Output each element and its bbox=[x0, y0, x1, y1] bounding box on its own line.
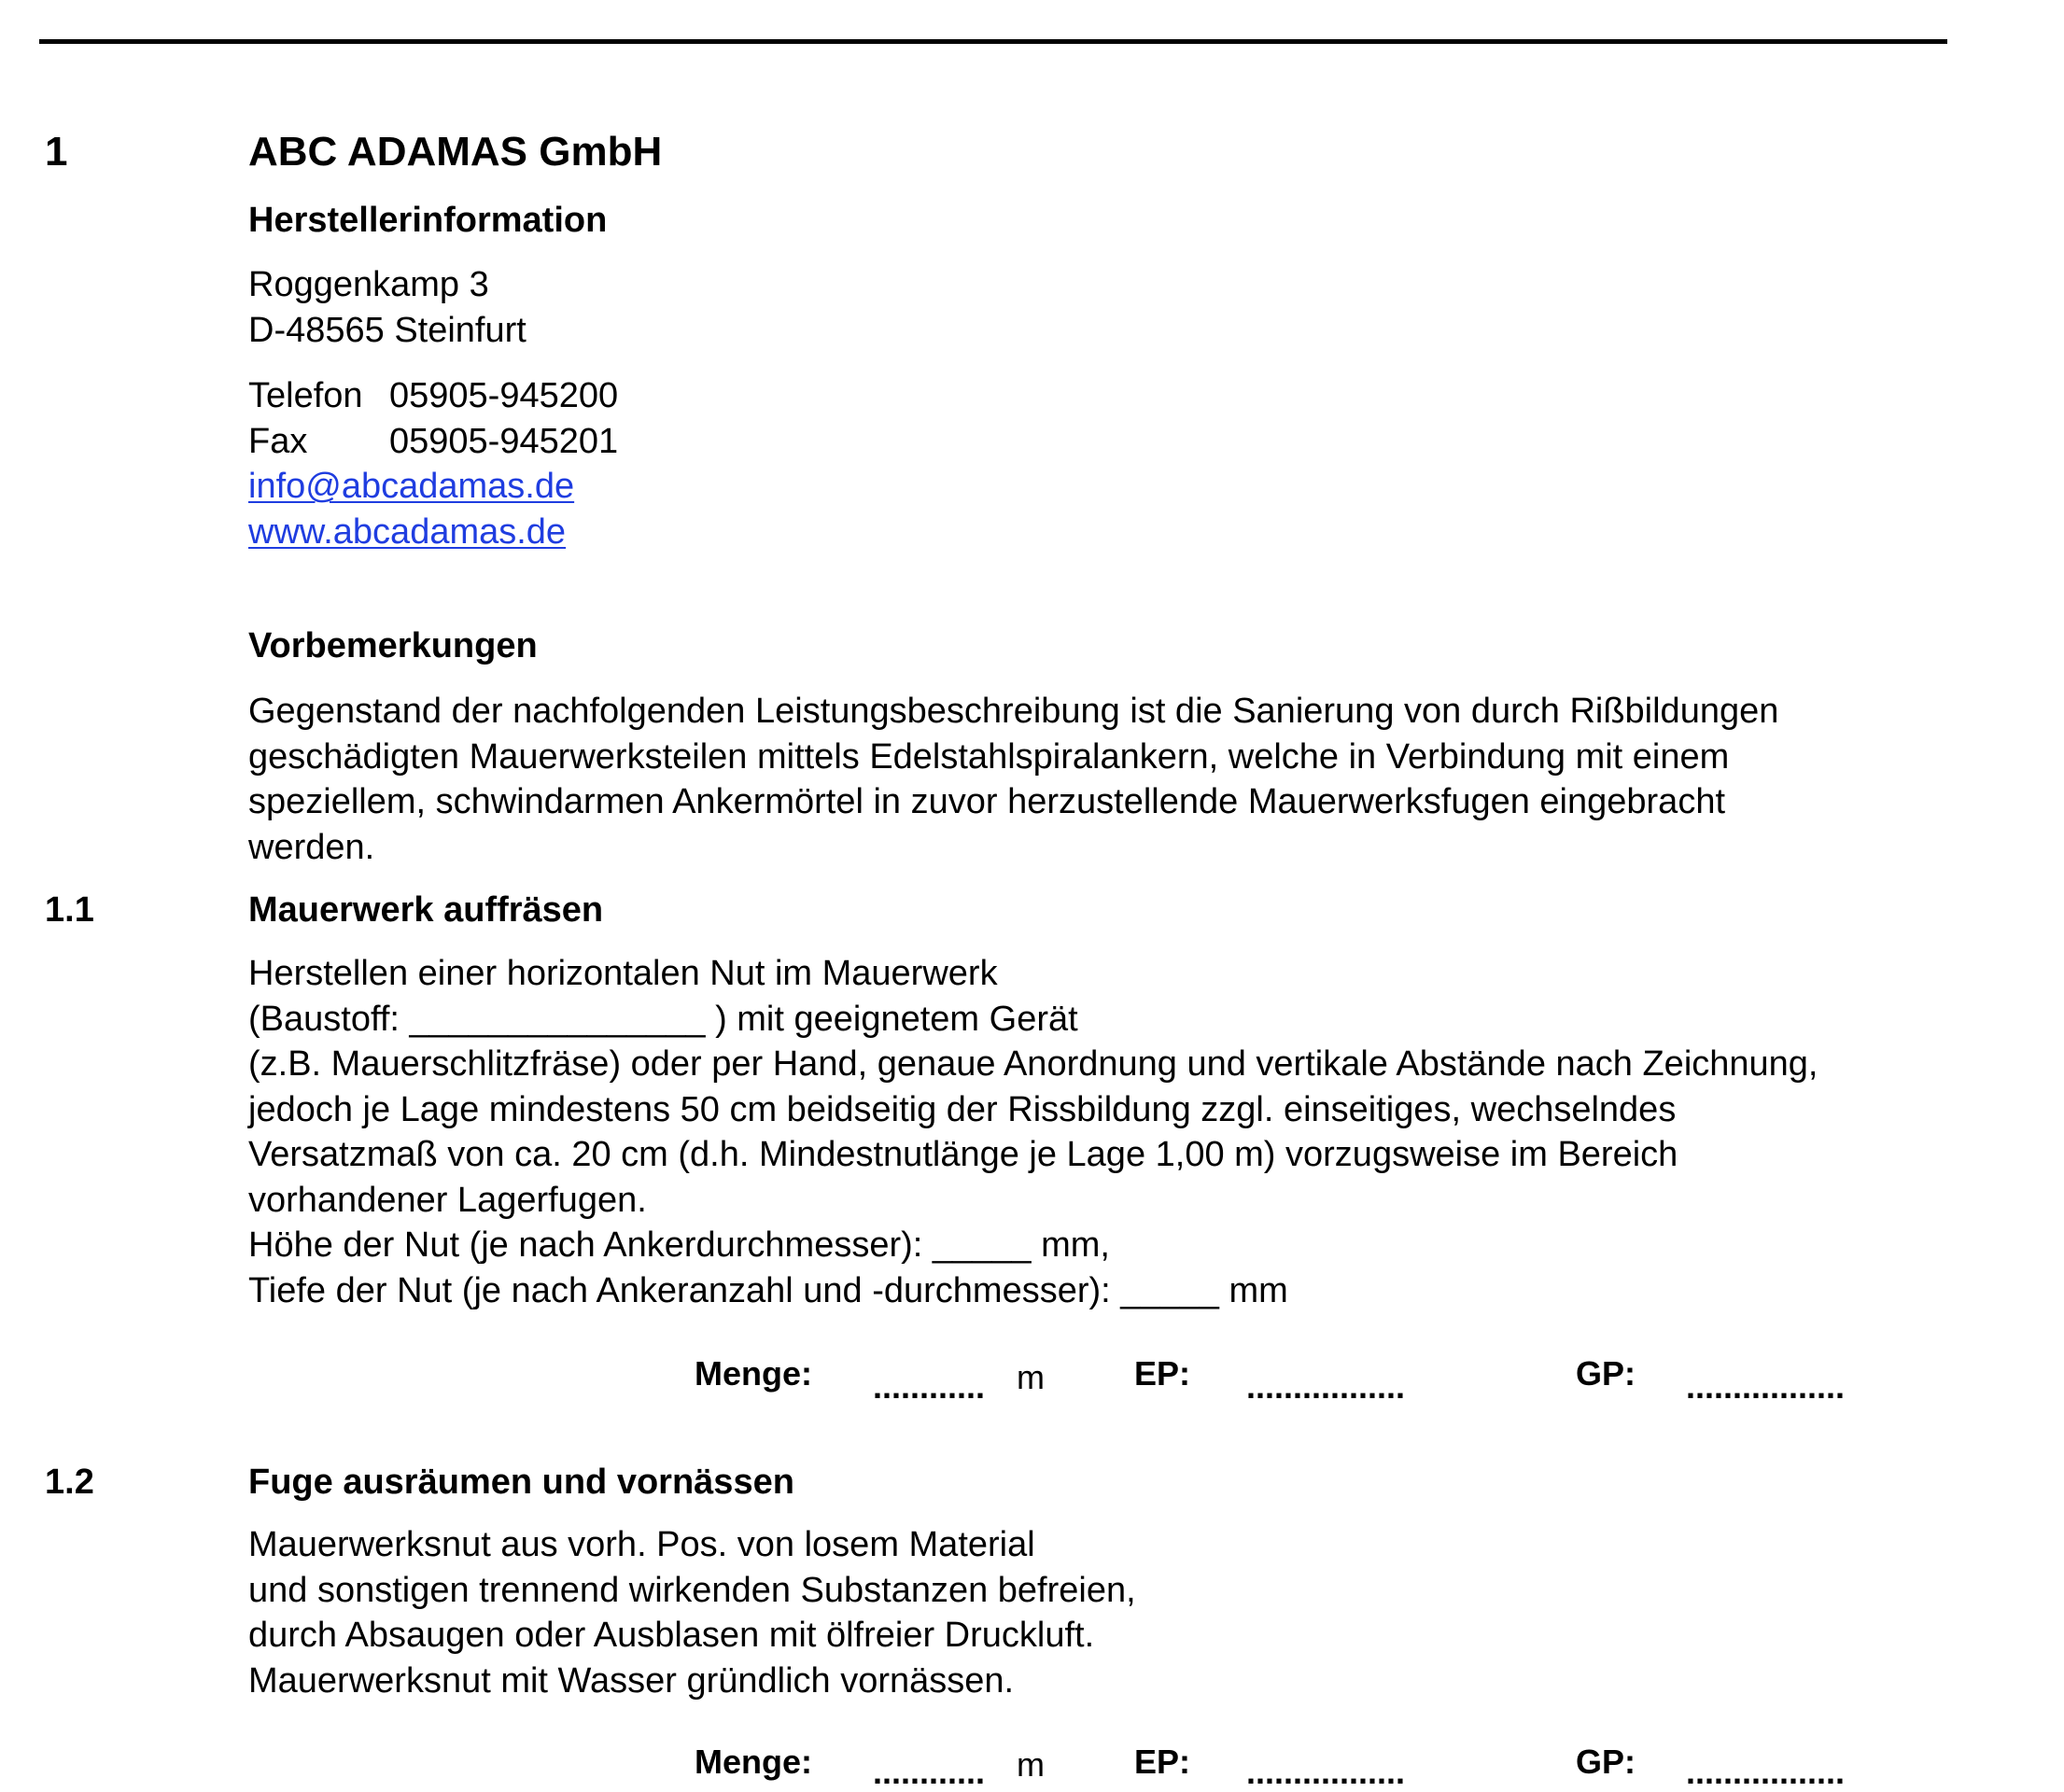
description-line: Tiefe der Nut (je nach Ankeranzahl und -durchmesser): _____ mm bbox=[248, 1270, 1288, 1310]
phone-label: Telefon bbox=[248, 376, 363, 415]
total-price-field[interactable]: ................. bbox=[1686, 1367, 1846, 1406]
phone-line bbox=[248, 373, 618, 419]
item-title: Fuge ausräumen und vornässen bbox=[248, 1463, 794, 1502]
unit-price-field[interactable]: ................. bbox=[1246, 1367, 1406, 1406]
address-street: Roggenkamp 3 bbox=[248, 265, 489, 304]
remarks-line: Gegenstand der nachfolgenden Leistungsbeschreibung ist die Sanierung von durch Rißbildungen bbox=[248, 692, 1779, 731]
unit-price-field[interactable]: ................. bbox=[1246, 1753, 1406, 1791]
company-title: ABC ADAMAS GmbH bbox=[248, 129, 663, 175]
description-line: jedoch je Lage mindestens 50 cm beidseitig der Rissbildung zzgl. einseitiges, wechselndes bbox=[248, 1089, 1677, 1129]
unit-price-label: EP: bbox=[1134, 1354, 1191, 1393]
description-line: Höhe der Nut (je nach Ankerdurchmesser): _____ mm, bbox=[248, 1225, 1110, 1265]
description-line: (z.B. Mauerschlitzfräse) oder per Hand, genaue Anordnung und vertikale Abstände nach Zeichnung, bbox=[248, 1044, 1818, 1084]
address-block bbox=[248, 262, 527, 353]
contact-block bbox=[248, 373, 618, 554]
website-link[interactable]: www.abcadamas.de bbox=[248, 511, 567, 552]
item-description bbox=[248, 951, 1818, 1313]
phone-value: 05905-945200 bbox=[389, 376, 619, 415]
description-line: Mauerwerksnut mit Wasser gründlich vornässen. bbox=[248, 1660, 1015, 1701]
item-number: 1.2 bbox=[45, 1463, 94, 1502]
total-price-label: GP: bbox=[1576, 1354, 1636, 1393]
quantity-unit: m bbox=[1017, 1358, 1045, 1396]
item-title: Mauerwerk auffräsen bbox=[248, 890, 604, 930]
remarks-heading: Vorbemerkungen bbox=[248, 626, 538, 665]
email-link[interactable]: info@abcadamas.de bbox=[248, 467, 575, 506]
quantity-unit: m bbox=[1017, 1745, 1045, 1784]
quantity-label: Menge: bbox=[695, 1354, 812, 1393]
item-description bbox=[248, 1522, 1136, 1703]
description-line: Herstellen einer horizontalen Nut im Mauerwerk bbox=[248, 954, 998, 993]
item-number: 1.1 bbox=[45, 890, 94, 930]
fax-value: 05905-945201 bbox=[389, 421, 619, 461]
description-line: Mauerwerksnut aus vorh. Pos. von losem Material bbox=[248, 1525, 1035, 1564]
total-price-label: GP: bbox=[1576, 1743, 1636, 1781]
description-line: durch Absaugen oder Ausblasen mit ölfreier Druckluft. bbox=[248, 1616, 1095, 1655]
manufacturer-heading: Herstellerinformation bbox=[248, 201, 608, 240]
fax-label: Fax bbox=[248, 421, 308, 461]
unit-price-label: EP: bbox=[1134, 1743, 1191, 1781]
top-rule bbox=[39, 39, 1947, 44]
quantity-field[interactable]: ............ bbox=[873, 1753, 986, 1791]
description-line: vorhandener Lagerfugen. bbox=[248, 1180, 647, 1220]
total-price-field[interactable]: ................. bbox=[1686, 1753, 1846, 1791]
description-line: (Baustoff: _______________ ) mit geeignetem Gerät bbox=[248, 999, 1078, 1039]
remarks-line: werden. bbox=[248, 827, 375, 867]
quantity-field[interactable]: ............ bbox=[873, 1367, 986, 1406]
remarks-text bbox=[248, 689, 1778, 870]
remarks-line: geschädigten Mauerwerksteilen mittels Edelstahlspiralankern, welche in Verbindung mit einem bbox=[248, 736, 1730, 777]
section-number: 1 bbox=[45, 129, 68, 175]
fax-line bbox=[248, 419, 618, 465]
description-line: und sonstigen trennend wirkenden Substanzen befreien, bbox=[248, 1570, 1136, 1610]
address-city: D-48565 Steinfurt bbox=[248, 310, 527, 350]
remarks-line: speziellem, schwindarmen Ankermörtel in zuvor herzustellende Mauerwerksfugen eingebracht bbox=[248, 782, 1726, 821]
quantity-label: Menge: bbox=[695, 1743, 812, 1781]
description-line: Versatzmaß von ca. 20 cm (d.h. Mindestnutlänge je Lage 1,00 m) vorzugsweise im Bereich bbox=[248, 1135, 1678, 1174]
